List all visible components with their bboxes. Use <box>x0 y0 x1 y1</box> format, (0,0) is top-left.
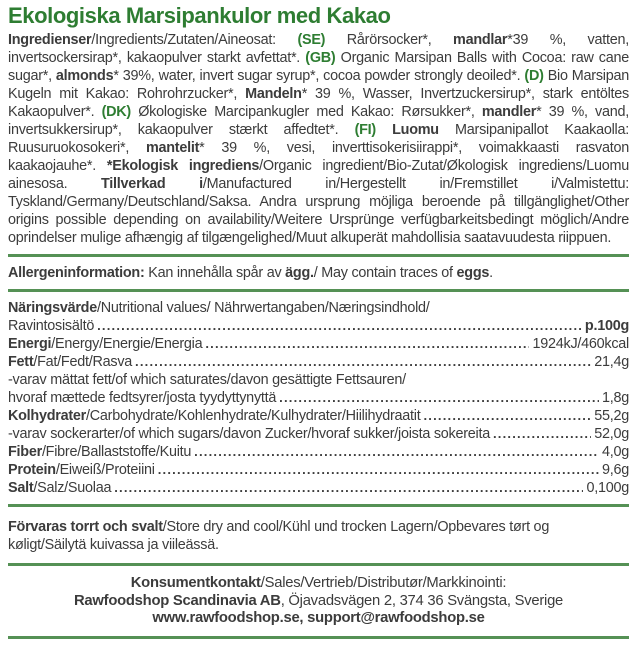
text-segment: (GB) <box>305 50 336 66</box>
text-segment: *Ekologisk ingrediens <box>106 158 260 174</box>
nutrition-label <box>8 371 406 389</box>
leader-dots <box>158 461 599 479</box>
text-segment: /Salz/Suolaa <box>33 480 112 496</box>
footer-line <box>8 575 629 593</box>
contact-footer <box>8 573 629 629</box>
text-segment: (SE) <box>297 32 326 48</box>
text-segment: ägg. <box>285 265 314 281</box>
nutrition-row <box>8 299 629 317</box>
nutrition-value: 9,6g <box>601 462 629 478</box>
text-segment: Rawfoodshop Scandinavia AB <box>73 592 281 609</box>
text-segment: /Store dry and cool/Kühl und trocken Lagern/Opbevares tørt og køligt/Säilytä kuivassa ja viileässä. <box>8 519 550 553</box>
text-segment: www.rawfoodshop.se, support@rawfoodshop.se <box>152 610 485 626</box>
nutrition-label <box>8 443 191 461</box>
text-segment: /Energy/Energie/Energia <box>51 336 203 352</box>
divider-after-allergen <box>8 289 629 292</box>
leader-dots <box>194 443 599 461</box>
footer-line <box>8 610 629 628</box>
nutrition-value: 1,8g <box>601 390 629 406</box>
text-segment: Konsumentkontakt <box>130 575 261 591</box>
footer-line <box>8 593 629 611</box>
divider-after-ingredients <box>8 254 629 257</box>
text-segment: Protein <box>8 462 56 478</box>
text-segment: Förvaras torrt och svalt <box>8 519 163 535</box>
text-segment: mandlar <box>453 32 508 48</box>
text-segment: Bio Marsipan Kugeln mit Kakao: Rohrohrzucker*, <box>8 68 629 102</box>
leader-dots <box>205 335 529 353</box>
text-segment: /Fat/Fedt/Rasva <box>33 354 133 370</box>
text-segment: (FI) <box>354 122 376 138</box>
text-segment: Allergeninformation: <box>8 265 145 281</box>
nutrition-table <box>8 299 629 497</box>
divider-after-nutrition <box>8 504 629 507</box>
nutrition-label <box>8 461 155 479</box>
nutrition-label <box>8 407 420 425</box>
nutrition-value: 1924kJ/460kcal <box>532 336 629 352</box>
nutrition-row <box>8 317 629 335</box>
text-segment: * 39 %, vand, invertsukkersirup*, kakaopulver stærkt affedtet*. <box>8 104 629 138</box>
nutrition-value: 55,2g <box>594 408 629 424</box>
leader-dots <box>493 425 591 443</box>
text-segment: * 39%, water, invert sugar syrup*, cocoa powder strongly deoiled*. <box>113 68 525 84</box>
nutrition-label <box>8 353 132 371</box>
nutrition-value: 4,0g <box>601 444 629 460</box>
text-segment: Energi <box>8 336 52 352</box>
nutrition-row <box>8 425 629 443</box>
text-segment: /Fibre/Ballaststoffe/Kuitu <box>41 444 192 460</box>
nutrition-row <box>8 335 629 353</box>
text-segment: Fiber <box>8 444 42 460</box>
nutrition-row <box>8 353 629 371</box>
nutrition-label <box>8 335 202 353</box>
text-segment: /Carbohydrate/Kohlenhydrate/Kulhydrater/Hiilihydraatit <box>86 408 421 424</box>
text-segment: Luomu <box>392 122 439 138</box>
nutrition-value: 52,0g <box>594 426 629 442</box>
text-segment: / May contain traces of <box>313 265 457 281</box>
text-segment: Kolhydrater <box>8 408 87 424</box>
text-segment: , Öjavadsvägen 2, 374 36 Svängsta, Sverige <box>280 592 564 609</box>
text-segment: /Manufactured in/Hergestellt in/Fremstillet i/Valmistettu: Tyskland/Germany/Deutschland/Saksa. Andra ursprung möjliga beroende på tillgänglighet/Other origins possible depending on availability/Weitere Ursprünge verfügbarkeitsbedingt möglich/Andre oprindelser mulige afhængig af tilgængelighed/Muut alkuperät mahdollisia saatavuudesta riippuen. <box>8 176 629 246</box>
nutrition-row <box>8 371 629 389</box>
text-segment: /Nutritional values/ Nährwertangaben/Næringsindhold/ <box>96 300 430 316</box>
text-segment: /Ingredients/Zutaten/Aineosat: <box>91 32 298 48</box>
divider-after-footer <box>8 636 629 639</box>
nutrition-label <box>8 299 430 317</box>
text-segment: Tillverkad i <box>101 176 203 192</box>
nutrition-row <box>8 407 629 425</box>
leader-dots <box>423 407 591 425</box>
text-segment: Näringsvärde <box>8 300 97 316</box>
text-segment: -varav mättat fett/of which saturates/davon gesättigte Fettsauren/ <box>8 372 406 388</box>
leader-dots <box>97 317 582 335</box>
text-segment <box>376 122 392 138</box>
nutrition-value: 0,100g <box>586 480 629 496</box>
nutrition-label <box>8 479 111 497</box>
nutrition-row <box>8 443 629 461</box>
text-segment: eggs <box>456 265 490 281</box>
text-segment: /Sales/Vertrieb/Distributør/Markkinointi: <box>260 575 507 591</box>
allergen-info <box>8 264 629 282</box>
nutrition-value: 21,4g <box>594 354 629 370</box>
leader-dots <box>135 353 591 371</box>
text-segment: hvoraf mættede fedtsyrer/josta tyydyttynyttä <box>8 390 277 406</box>
text-segment: mandler <box>481 104 537 120</box>
text-segment: mantelit <box>145 140 200 156</box>
text-segment: Rårörsocker*, <box>325 32 454 48</box>
text-segment: /Eiweiß/Proteiini <box>55 462 155 478</box>
text-segment: Salt <box>8 480 34 496</box>
divider-before-footer <box>8 563 629 566</box>
nutrition-row <box>8 461 629 479</box>
text-segment: *39 %, vatten, invertsockersirap*, kakaopulver starkt avfettat*. <box>8 32 629 66</box>
nutrition-label <box>8 389 276 407</box>
text-segment: * 39 %, Wasser, Invertzuckersirup*, stark entöltes Kakaopulver*. <box>8 86 629 120</box>
leader-dots <box>114 479 583 497</box>
text-segment: Mandeln <box>245 86 302 102</box>
text-segment: . <box>489 265 493 281</box>
text-segment: Kan innehålla spår av <box>144 265 286 281</box>
text-segment: /Organic ingredient/Bio-Zutat/Økologisk ingrediens/Luomu ainesosa. <box>8 158 629 192</box>
storage-instructions <box>8 518 629 554</box>
text-segment: Organic Marsipan Balls with Cocoa: raw cane sugar*, <box>8 50 629 84</box>
nutrition-row <box>8 479 629 497</box>
ingredients-text <box>8 31 629 247</box>
text-segment: (D) <box>524 68 544 84</box>
nutrition-label <box>8 425 490 443</box>
text-segment: Ingredienser <box>8 32 92 48</box>
text-segment: * 39 %, vesi, inverttisokerisiirappi*, voimakkaasti rasvaton kaakaojauhe*. <box>8 140 629 174</box>
text-segment: Fett <box>8 354 34 370</box>
leader-dots <box>279 389 599 407</box>
product-title: Ekologiska Marsipankulor med Kakao <box>8 3 391 28</box>
text-segment: Ravintosisältö <box>8 318 95 334</box>
nutrition-label <box>8 317 94 335</box>
text-segment: almonds <box>55 68 114 84</box>
text-segment: -varav sockerarter/of which sugars/davon Zucker/hvoraf sukker/joista sokereita <box>8 426 490 442</box>
nutrition-value: p.100g <box>584 318 629 334</box>
text-segment: Marsipanipallot Kaakaolla: Ruusuruokosokeri*, <box>8 122 629 156</box>
nutrition-row <box>8 389 629 407</box>
text-segment: Økologiske Marcipankugler med Kakao: Rørsukker*, <box>130 104 482 120</box>
text-segment: (DK) <box>101 104 131 120</box>
